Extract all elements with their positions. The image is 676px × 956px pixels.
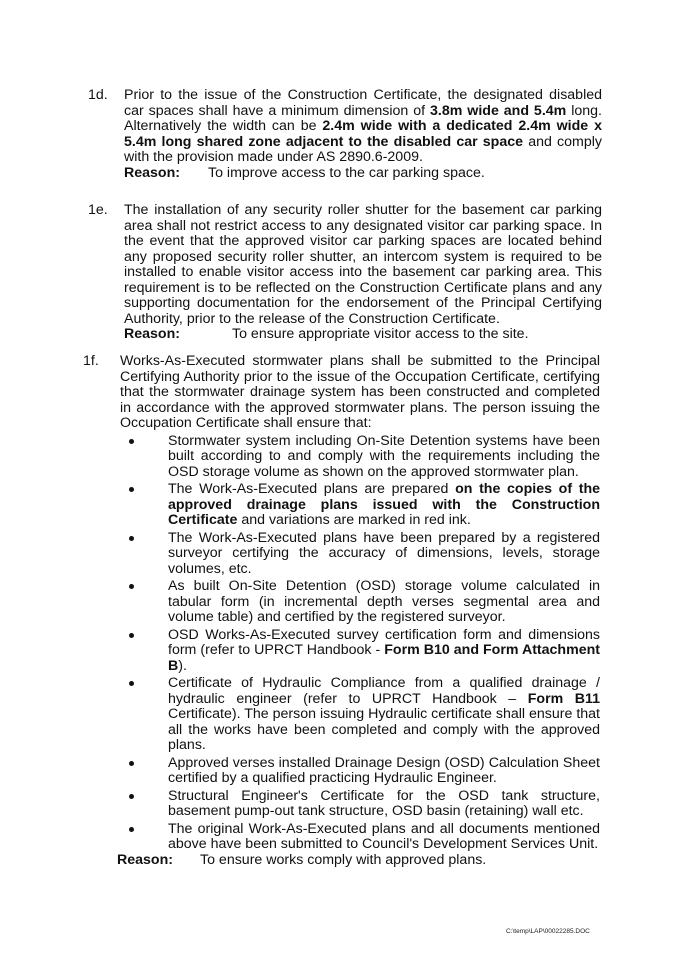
reason-label: Reason: — [124, 326, 180, 342]
bullet-icon — [129, 681, 134, 686]
bullet-icon — [129, 794, 134, 799]
condition-number: 1e. — [88, 202, 108, 218]
final-reason-line — [117, 853, 486, 869]
document-path-footer: C:\temp\LAP\00022285.DOC — [506, 928, 590, 935]
reason-text: To ensure appropriate visitor access to the site. — [232, 326, 529, 342]
list-item: OSD Works-As-Executed survey certification form and dimensions form (refer to UPRCT Handbook - Form B10 and Form Attachment B). — [120, 628, 600, 675]
reason-label: Reason: — [117, 852, 173, 868]
condition-text: Prior to the issue of the Construction Certificate, the designated disabled car spaces shall have a minimum dimension of 3.8m wide and 5.4m long. Alternatively the width can be 2.4m wide with a dedicated 2.4m wide x 5.4m long shared zone adjacent to the disabled car space and comply with the provision made under AS 2890.6-2009. — [124, 87, 602, 165]
condition-body — [124, 88, 602, 181]
list-item: The original Work-As-Executed plans and all documents mentioned above have been submitted to Council's Development Services Unit. — [120, 822, 600, 853]
condition-text: Works-As-Executed stormwater plans shall be submitted to the Principal Certifying Authority prior to the issue of the Occupation Certificate, certifying that the stormwater drainage system has been constructed and completed in accordance with the approved stormwater plans. The person issuing the Occupation Certificate shall ensure that: — [120, 353, 600, 431]
reason-line — [124, 327, 602, 343]
bullet-icon — [129, 536, 134, 541]
reason-label: Reason: — [124, 164, 180, 181]
list-item: Stormwater system including On-Site Detention systems have been built according to and comply with the requirements including the OSD storage volume as shown on the approved stormwater plan. — [120, 434, 600, 481]
reason-text: To improve access to the car parking space. — [208, 164, 485, 181]
reason-line — [124, 166, 602, 182]
requirements-list — [120, 434, 600, 853]
bullet-icon — [129, 761, 134, 766]
bullet-icon — [129, 487, 134, 492]
list-item: The Work-As-Executed plans are prepared on the copies of the approved drainage plans issued with the Construction Certificate and variations are marked in red ink. — [120, 482, 600, 529]
bullet-icon — [129, 584, 134, 589]
reason-text: To ensure works comply with approved plans. — [200, 852, 487, 868]
condition-body — [120, 354, 600, 855]
bullet-icon — [129, 827, 134, 832]
list-item: As built On-Site Detention (OSD) storage volume calculated in tabular form (in incremental depth verses segmental area and volume table) and certified by the registered surveyor. — [120, 579, 600, 626]
list-item: The Work-As-Executed plans have been prepared by a registered surveyor certifying the accuracy of dimensions, levels, storage volumes, etc. — [120, 531, 600, 578]
bullet-icon — [129, 633, 134, 638]
condition-body — [124, 203, 602, 343]
list-item: Approved verses installed Drainage Design (OSD) Calculation Sheet certified by a qualified practicing Hydraulic Engineer. — [120, 756, 600, 787]
condition-text: The installation of any security roller shutter for the basement car parking area shall not restrict access to any designated visitor car parking space. In the event that the approved visitor car parking spaces are located behind any proposed security roller shutter, an intercom system is required to be installed to enable visitor access into the basement car parking area. This requirement is to be reflected on the Construction Certificate plans and any supporting documentation for the endorsement of the Principal Certifying Authority, prior to the release of the Construction Certificate. — [124, 202, 602, 327]
list-item: Structural Engineer's Certificate for the OSD tank structure, basement pump-out tank structure, OSD basin (retaining) wall etc. — [120, 789, 600, 820]
bullet-icon — [129, 439, 134, 444]
list-item: Certificate of Hydraulic Compliance from a qualified drainage / hydraulic engineer (refer to UPRCT Handbook – Form B11 Certificate). The person issuing Hydraulic certificate shall ensure that all the works have been completed and comply with the approved plans. — [120, 676, 600, 754]
condition-number: 1f. — [83, 353, 99, 369]
condition-number: 1d. — [88, 87, 108, 103]
